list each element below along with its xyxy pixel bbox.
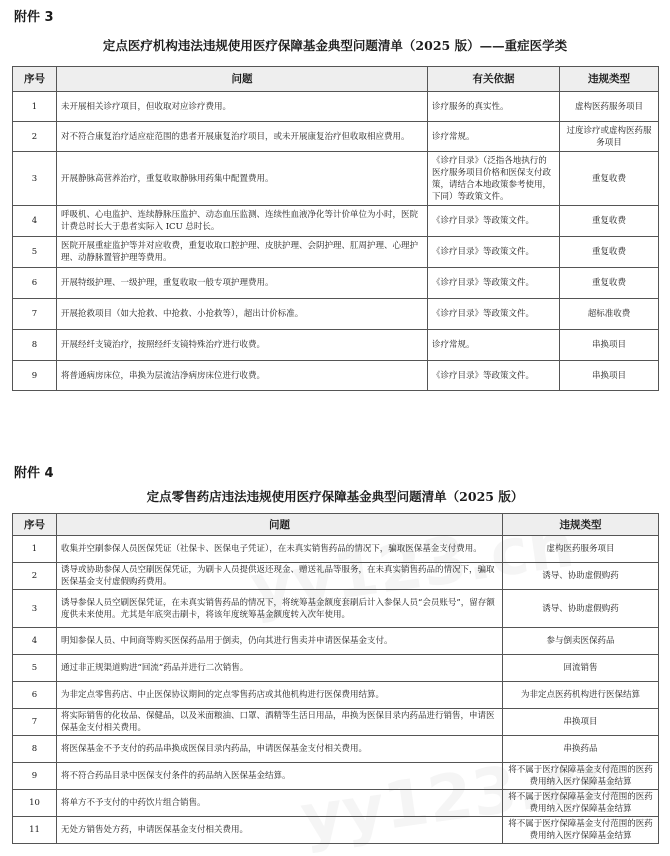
row-seq: 5 [13,655,57,682]
row-seq: 4 [13,206,57,237]
row-type: 重复收费 [560,237,659,268]
table-row [13,655,659,682]
row-type: 重复收费 [560,268,659,299]
table-row [13,268,659,299]
header-issue: 问题 [57,514,503,536]
row-type: 串换项目 [503,709,659,736]
table-row [13,237,659,268]
row-basis: 《诊疗目录》（泛指各地执行的医疗服务项目价格和医保支付政策，请结合本地政策参考使用，下同）等政策文件。 [428,152,560,206]
row-type: 串换项目 [560,361,659,391]
row-issue: 呼吸机、心电监护、连续静脉压监护、动态血压监测、连续性血液净化等计价单位为小时，医院计费总时长大于患者实际入 ICU 总时长。 [57,206,428,237]
row-issue: 收集并空刷参保人员医保凭证（社保卡、医保电子凭证），在未真实销售药品的情况下，骗取医保基金支付费用。 [57,536,503,563]
table-row [13,361,659,391]
header-seq: 序号 [13,514,57,536]
row-seq: 7 [13,299,57,330]
row-basis: 《诊疗目录》等政策文件。 [428,361,560,391]
row-type: 重复收费 [560,206,659,237]
row-issue: 无处方销售处方药，申请医保基金支付相关费用。 [57,817,503,844]
row-issue: 将单方不予支付的中药饮片组合销售。 [57,790,503,817]
row-type: 诱导、协助虚假购药 [503,590,659,628]
row-type: 为非定点医药机构进行医保结算 [503,682,659,709]
table-row [13,330,659,361]
row-issue: 开展特级护理、一级护理，重复收取一般专项护理费用。 [57,268,428,299]
row-issue: 明知参保人员、中间商等购买医保药品用于倒卖，仍向其进行售卖并申请医保基金支付。 [57,628,503,655]
row-seq: 4 [13,628,57,655]
table-row [13,536,659,563]
table-row [13,152,659,206]
row-issue: 将实际销售的化妆品、保健品，以及米面粮油、口罩、酒精等生活日用品，串换为医保目录内药品进行销售，申请医保基金支付相关费用。 [57,709,503,736]
row-basis: 《诊疗目录》等政策文件。 [428,299,560,330]
row-type: 将不属于医疗保障基金支付范围的医药费用纳入医疗保障基金结算 [503,790,659,817]
row-type: 串换项目 [560,330,659,361]
row-type: 重复收费 [560,152,659,206]
row-issue: 通过非正规渠道购进“回流”药品并进行二次销售。 [57,655,503,682]
row-issue: 为非定点零售药店、中止医保协议期间的定点零售药店或其他机构进行医保费用结算。 [57,682,503,709]
annex3-table [12,66,659,391]
row-basis: 诊疗常规。 [428,122,560,152]
row-seq: 9 [13,763,57,790]
table-row [13,122,659,152]
table-row [13,628,659,655]
header-basis: 有关依据 [428,67,560,92]
row-seq: 2 [13,563,57,590]
annex4-header-row [13,514,659,536]
row-basis: 《诊疗目录》等政策文件。 [428,237,560,268]
row-type: 回流销售 [503,655,659,682]
row-seq: 6 [13,268,57,299]
row-seq: 8 [13,330,57,361]
row-issue: 将普通病房床位，串换为层流洁净病房床位进行收费。 [57,361,428,391]
row-issue: 诱导或协助参保人员空刷医保凭证，为刷卡人员提供返还现金、赠送礼品等服务，在未真实销售药品的情况下，骗取医保基金支付虚假购药费用。 [57,563,503,590]
annex3-title: 定点医疗机构违法违规使用医疗保障基金典型问题清单（2025 版）——重症医学类 [102,38,568,53]
table-row [13,590,659,628]
row-seq: 7 [13,709,57,736]
header-issue: 问题 [57,67,428,92]
table-row [13,763,659,790]
annex3-label: 附件 3 [14,10,54,25]
table-row [13,736,659,763]
row-seq: 9 [13,361,57,391]
row-type: 串换药品 [503,736,659,763]
row-type: 参与倒卖医保药品 [503,628,659,655]
row-issue: 未开展相关诊疗项目，但收取对应诊疗费用。 [57,92,428,122]
table-row [13,790,659,817]
annex3-header-row [13,67,659,92]
row-seq: 2 [13,122,57,152]
row-type: 将不属于医疗保障基金支付范围的医药费用纳入医疗保障基金结算 [503,763,659,790]
table-row [13,682,659,709]
row-seq: 6 [13,682,57,709]
row-basis: 诊疗服务的真实性。 [428,92,560,122]
row-seq: 8 [13,736,57,763]
table-row [13,563,659,590]
table-row [13,709,659,736]
row-issue: 开展经纤支镜治疗，按照经纤支镜特殊治疗进行收费。 [57,330,428,361]
row-type: 过度诊疗或虚构医药服务项目 [560,122,659,152]
row-type: 虚构医药服务项目 [560,92,659,122]
row-issue: 诱导参保人员空刷医保凭证，在未真实销售药品的情况下，将统筹基金额度套刷后计入参保人员“会员账号”，留存额度供未来使用。尤其是年底突击刷卡，将该年度统筹基金额度转入次年使用。 [57,590,503,628]
annex4-label: 附件 4 [14,466,54,481]
row-issue: 对不符合康复治疗适应症范围的患者开展康复治疗项目，或未开展康复治疗但收取相应费用。 [57,122,428,152]
annex4-table [12,513,659,844]
row-issue: 开展抢救项目（如大抢救、中抢救、小抢救等），超出计价标准。 [57,299,428,330]
row-issue: 医院开展重症监护等并对应收费，重复收取口腔护理、皮肤护理、会阴护理、肛周护理、心理护理、动静脉置管护理等费用。 [57,237,428,268]
row-seq: 1 [13,536,57,563]
row-issue: 将医保基金不予支付的药品串换成医保目录内药品，申请医保基金支付相关费用。 [57,736,503,763]
row-basis: 《诊疗目录》等政策文件。 [428,206,560,237]
row-type: 诱导、协助虚假购药 [503,563,659,590]
row-type: 将不属于医疗保障基金支付范围的医药费用纳入医疗保障基金结算 [503,817,659,844]
row-seq: 11 [13,817,57,844]
header-seq: 序号 [13,67,57,92]
header-type: 违规类型 [560,67,659,92]
row-seq: 3 [13,590,57,628]
row-issue: 将不符合药品目录中医保支付条件的药品纳入医保基金结算。 [57,763,503,790]
row-type: 超标准收费 [560,299,659,330]
row-basis: 《诊疗目录》等政策文件。 [428,268,560,299]
table-row [13,206,659,237]
row-issue: 开展静脉高营养治疗，重复收取静脉用药集中配置费用。 [57,152,428,206]
row-seq: 3 [13,152,57,206]
row-seq: 5 [13,237,57,268]
annex4-title: 定点零售药店违法违规使用医疗保障基金典型问题清单（2025 版） [146,489,524,504]
table-row [13,92,659,122]
table-row [13,817,659,844]
row-basis: 诊疗常规。 [428,330,560,361]
row-seq: 10 [13,790,57,817]
table-row [13,299,659,330]
row-type: 虚构医药服务项目 [503,536,659,563]
row-seq: 1 [13,92,57,122]
header-type: 违规类型 [503,514,659,536]
